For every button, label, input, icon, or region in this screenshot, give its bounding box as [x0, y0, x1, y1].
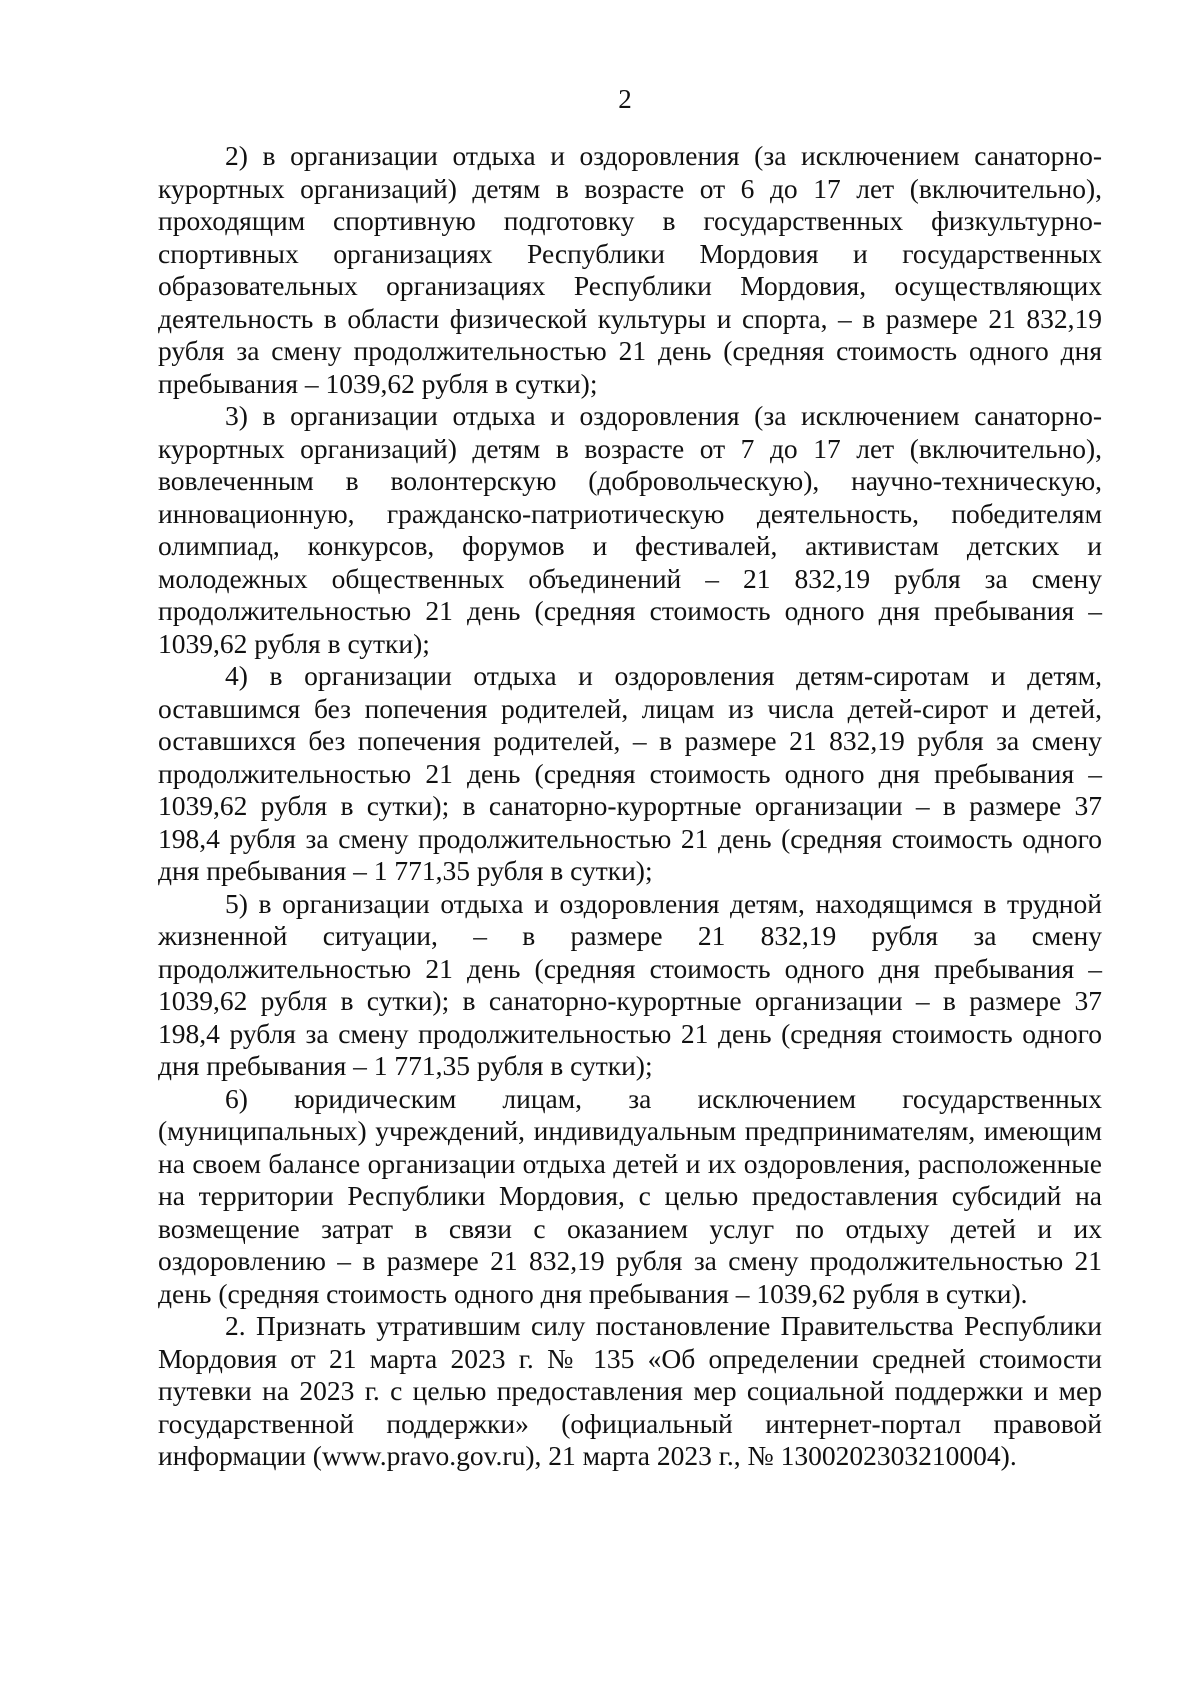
paragraph-item-3: 3) в организации отдыха и оздоровления (за исключением санаторно-курортных организаций) детям в возрасте от 7 до 17 лет (включительно), вовлеченным в волонтерскую (добровольческую), научно-техническую, инновационную, гражданско-патриотическую деятельность, победителям олимпиад, конкурсов, форумов и фестивалей, активистам детских и молодежных общественных объединений – 21 832,19 рубля за смену продолжительностью 21 день (средняя стоимость одного дня пребывания – 1039,62 рубля в сутки); — [158, 400, 1102, 659]
page-number: 2 — [618, 84, 632, 114]
document-body — [158, 140, 1102, 1473]
paragraph-item-2: 2) в организации отдыха и оздоровления (за исключением санаторно-курортных организаций) детям в возрасте от 6 до 17 лет (включительно), проходящим спортивную подготовку в государственных физкультурно-спортивных организациях Республики Мордовия и государственных образовательных организациях Республики Мордовия, осуществляющих деятельность в области физической культуры и спорта, – в размере 21 832,19 рубля за смену продолжительностью 21 день (средняя стоимость одного дня пребывания – 1039,62 рубля в сутки); — [158, 140, 1102, 399]
paragraph-item-6: 6) юридическим лицам, за исключением государственных (муниципальных) учреждений, индивидуальным предпринимателям, имеющим на своем балансе организации отдыха детей и их оздоровления, расположенные на территории Республики Мордовия, с целью предоставления субсидий на возмещение затрат в связи с оказанием услуг по отдыху детей и их оздоровлению – в размере 21 832,19 рубля за смену продолжительностью 21 день (средняя стоимость одного дня пребывания – 1039,62 рубля в сутки). — [158, 1082, 1102, 1309]
paragraph-clause-2: 2. Признать утратившим силу постановление Правительства Республики Мордовия от 21 марта 2023 г. № 135 «Об определении средней стоимости путевки на 2023 г. с целью предоставления мер социальной поддержки и мер государственной поддержки» (официальный интернет-портал правовой информации (www.pravo.gov.ru), 21 марта 2023 г., № 1300202303210004). — [158, 1310, 1102, 1471]
paragraph-item-4: 4) в организации отдыха и оздоровления детям-сиротам и детям, оставшимся без попечения родителей, лицам из числа детей-сирот и детей, оставшихся без попечения родителей, – в размере 21 832,19 рубля за смену продолжительностью 21 день (средняя стоимость одного дня пребывания – 1039,62 рубля в сутки); в санаторно-курортные организации – в размере 37 198,4 рубля за смену продолжительностью 21 день (средняя стоимость одного дня пребывания – 1 771,35 рубля в сутки); — [158, 660, 1102, 886]
paragraph-item-5: 5) в организации отдыха и оздоровления детям, находящимся в трудной жизненной ситуации, – в размере 21 832,19 рубля за смену продолжительностью 21 день (средняя стоимость одного дня пребывания – 1039,62 рубля в сутки); в санаторно-курортные организации – в размере 37 198,4 рубля за смену продолжительностью 21 день (средняя стоимость одного дня пребывания – 1 771,35 рубля в сутки); — [158, 887, 1102, 1081]
